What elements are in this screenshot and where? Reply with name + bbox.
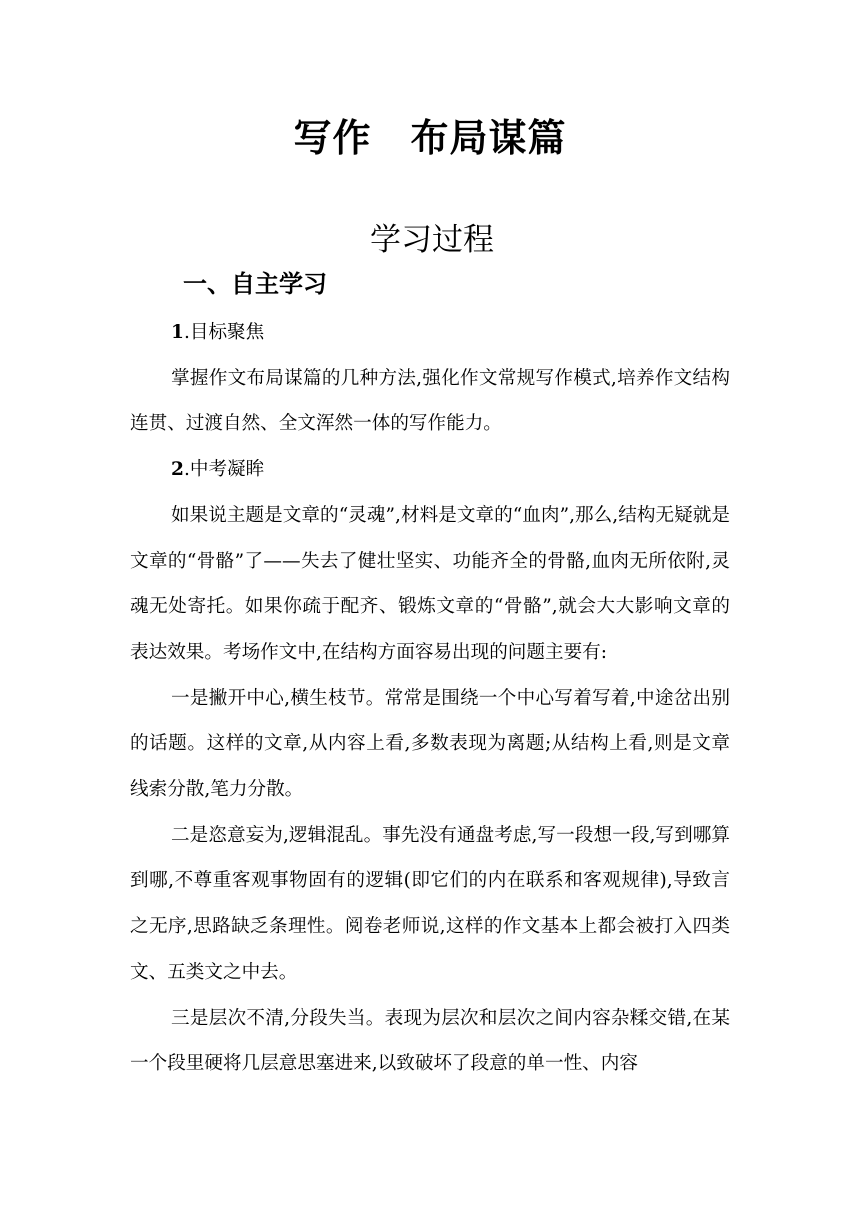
item-label: .目标聚焦: [183, 322, 265, 343]
section-heading: 一、自主学习: [183, 270, 327, 298]
paragraph: 三是层次不清,分段失当。表现为层次和层次之间内容杂糅交错,在某一个段里硬将几层意思塞进来,以致破坏了段意的单一性、内容: [130, 1007, 730, 1075]
paragraph: 如果说主题是文章的“灵魂”,材料是文章的“血肉”,那么,结构无疑就是文章的“骨骼”了——失去了健壮坚实、功能齐全的骨骼,血肉无所依附,灵魂无处寄托。如果你疏于配齐、锻炼文章的“骨骼”,就会大大影响文章的表达效果。考场作文中,在结构方面容易出现的问题主要有:: [130, 504, 730, 663]
item-heading-exam: [130, 447, 730, 493]
document-title: 写作 布局谋篇: [293, 116, 567, 160]
paragraph: 掌握作文布局谋篇的几种方法,强化作文常规写作模式,培养作文结构连贯、过渡自然、全文浑然一体的写作能力。: [130, 367, 730, 435]
item-heading-goal: [130, 310, 730, 356]
paragraph: 一是撇开中心,横生枝节。常常是围绕一个中心写着写着,中途岔出别的话题。这样的文章,从内容上看,多数表现为离题;从结构上看,则是文章线索分散,笔力分散。: [130, 687, 730, 801]
item-number: 2: [171, 459, 184, 481]
item-number: 1: [171, 322, 184, 343]
paragraph: 二是恣意妄为,逻辑混乱。事先没有通盘考虑,写一段想一段,写到哪算到哪,不尊重客观事物固有的逻辑(即它们的内在联系和客观规律),导致言之无序,思路缺乏条理性。阅卷老师说,这样的作文基本上都会被打入四类文、五类文之中去。: [130, 824, 730, 983]
item-label: .中考凝眸: [183, 459, 265, 481]
document-subtitle: 学习过程: [370, 222, 494, 258]
document-body: [130, 310, 730, 1087]
